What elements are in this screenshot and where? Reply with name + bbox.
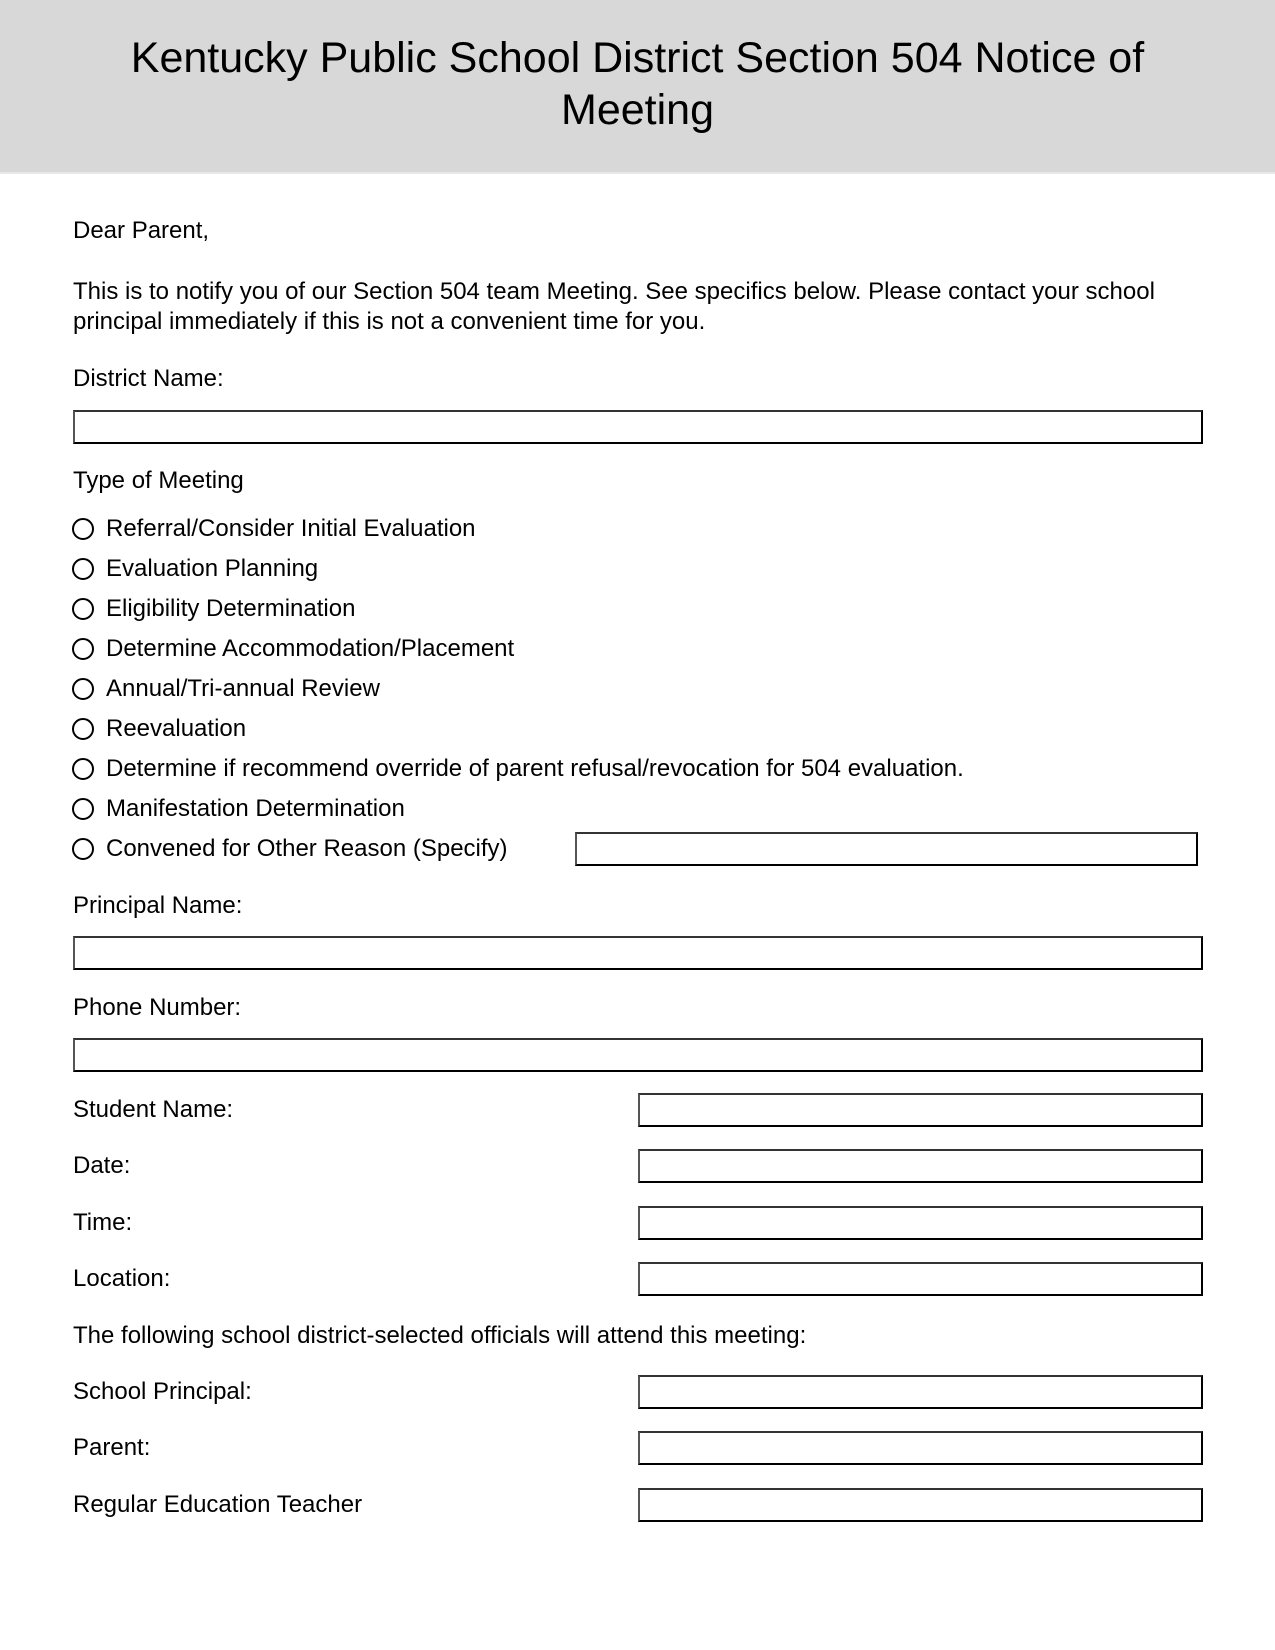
location-field[interactable]: [638, 1262, 1203, 1296]
date-field[interactable]: [638, 1149, 1203, 1183]
radio-button-icon[interactable]: [72, 758, 94, 780]
other-reason-specify-field[interactable]: [575, 832, 1198, 866]
greeting: Dear Parent,: [73, 217, 210, 244]
radio-button-icon[interactable]: [72, 798, 94, 820]
school-principal-label: School Principal:: [73, 1378, 252, 1405]
principal-name-label: Principal Name:: [73, 892, 243, 919]
meeting-type-option-manifestation[interactable]: [72, 794, 405, 824]
location-label: Location:: [73, 1265, 171, 1292]
meeting-type-option-annual-review[interactable]: [72, 674, 380, 704]
intro-paragraph: This is to notify you of our Section 504 team Meeting. See specifics below. Please contact your school principal immediately if this is not a convenient time for you.: [73, 278, 1155, 335]
phone-number-label: Phone Number:: [73, 994, 242, 1021]
document-header: [0, 0, 1275, 174]
document-title: Kentucky Public School District Section 504 Notice of Meeting: [130, 34, 1145, 134]
option-label: Determine if recommend override of parent refusal/revocation for 504 evaluation.: [106, 755, 964, 782]
radio-button-icon[interactable]: [72, 718, 94, 740]
meeting-type-option-eligibility[interactable]: [72, 594, 355, 624]
meeting-type-option-reevaluation[interactable]: [72, 714, 246, 744]
regular-education-teacher-label: Regular Education Teacher: [73, 1491, 363, 1518]
radio-button-icon[interactable]: [72, 518, 94, 540]
radio-button-icon[interactable]: [72, 638, 94, 660]
meeting-type-option-override[interactable]: [72, 754, 964, 784]
meeting-type-option-other[interactable]: [72, 834, 508, 864]
district-name-label: District Name:: [73, 365, 224, 392]
radio-button-icon[interactable]: [72, 558, 94, 580]
option-label: Convened for Other Reason (Specify): [106, 835, 508, 862]
option-label: Determine Accommodation/Placement: [106, 635, 515, 662]
option-label: Evaluation Planning: [106, 555, 319, 582]
student-name-field[interactable]: [638, 1093, 1203, 1127]
parent-label: Parent:: [73, 1434, 151, 1461]
principal-name-field[interactable]: [73, 936, 1203, 970]
radio-button-icon[interactable]: [72, 678, 94, 700]
time-field[interactable]: [638, 1206, 1203, 1240]
option-label: Annual/Tri-annual Review: [106, 675, 380, 702]
time-label: Time:: [73, 1209, 133, 1236]
district-name-field[interactable]: [73, 410, 1203, 444]
regular-education-teacher-field[interactable]: [638, 1488, 1203, 1522]
option-label: Eligibility Determination: [106, 595, 356, 622]
option-label: Reevaluation: [106, 715, 247, 742]
radio-button-icon[interactable]: [72, 838, 94, 860]
officials-intro: The following school district-selected officials will attend this meeting:: [73, 1322, 807, 1349]
parent-field[interactable]: [638, 1431, 1203, 1465]
school-principal-field[interactable]: [638, 1375, 1203, 1409]
phone-number-field[interactable]: [73, 1038, 1203, 1072]
option-label: Manifestation Determination: [106, 795, 405, 822]
option-label: Referral/Consider Initial Evaluation: [106, 515, 476, 542]
radio-button-icon[interactable]: [72, 598, 94, 620]
meeting-type-option-evaluation-planning[interactable]: [72, 554, 318, 584]
meeting-type-option-accommodation[interactable]: [72, 634, 514, 664]
meeting-type-label: Type of Meeting: [73, 467, 244, 494]
date-label: Date:: [73, 1152, 131, 1179]
student-name-label: Student Name:: [73, 1096, 234, 1123]
meeting-type-option-referral[interactable]: [72, 514, 476, 544]
